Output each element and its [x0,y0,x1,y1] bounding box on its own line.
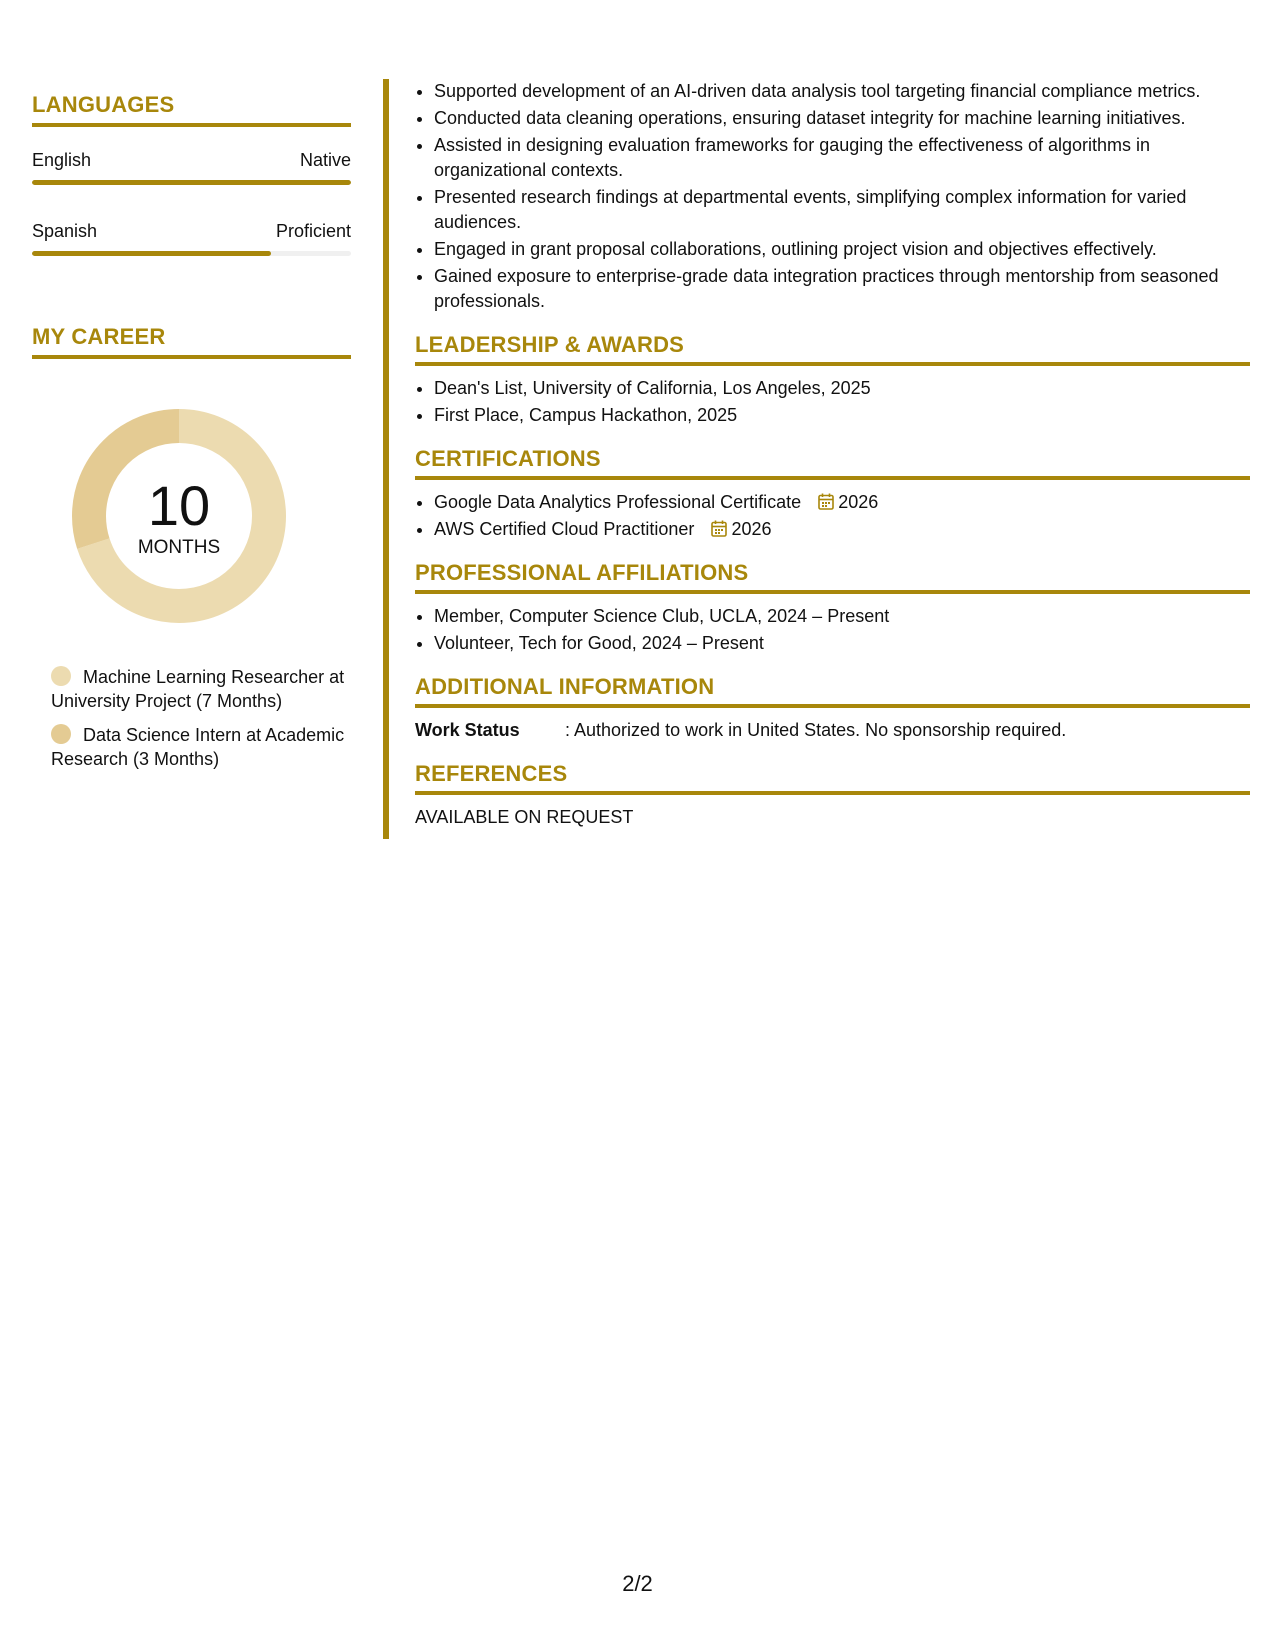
affiliations-heading: PROFESSIONAL AFFILIATIONS [415,560,1250,594]
references-heading: REFERENCES [415,761,1250,795]
main-column [415,79,1250,830]
language-item-english [32,149,351,185]
legend-label: Machine Learning Researcher at University Project (7 Months) [51,667,345,711]
language-name: Spanish [32,221,98,241]
career-total-unit: MONTHS [137,537,221,558]
languages-heading: LANGUAGES [32,92,351,127]
affiliations-list [415,604,1250,656]
additional-info-heading: ADDITIONAL INFORMATION [415,674,1250,708]
leadership-list [415,376,1250,428]
career-total-number: 10 [147,474,211,537]
language-level: Proficient [275,221,351,241]
language-name: English [32,150,92,170]
experience-bullets [415,79,1250,314]
calendar-icon [711,520,727,537]
page-number: 2/2 [622,1571,653,1596]
language-proficiency-fill [32,180,351,185]
calendar-icon [818,493,834,510]
legend-item [51,665,351,713]
leadership-heading: LEADERSHIP & AWARDS [415,332,1250,366]
list-item: • Gained exposure to enterprise-grade data integration practices through mentorship from seasoned professionals. [434,264,1250,314]
work-status-value: : Authorized to work in United States. No sponsorship required. [565,720,1067,740]
legend-label: Data Science Intern at Academic Research (3 Months) [51,725,345,769]
language-proficiency-bar [32,180,351,185]
certification-year: 2026 [731,519,772,539]
references-text: AVAILABLE ON REQUEST [415,807,634,827]
career-section [32,324,351,771]
sidebar [32,92,351,781]
list-item: • Assisted in designing evaluation frameworks for gauging the effectiveness of algorithms in organizational contexts. [434,133,1250,183]
work-status-row [415,718,1250,743]
career-donut-chart [66,403,292,629]
certifications-heading: CERTIFICATIONS [415,446,1250,480]
language-list [32,149,351,256]
certifications-list [415,490,1250,542]
donut-center [66,403,292,629]
certification-name: Google Data Analytics Professional Certificate [434,492,802,512]
certification-year: 2026 [838,492,879,512]
legend-item [51,723,351,771]
list-item [434,490,1250,515]
list-item: • Member, Computer Science Club, UCLA, 2024 – Present [434,604,1250,629]
list-item: • Dean's List, University of California, Los Angeles, 2025 [434,376,1250,401]
list-item: • Volunteer, Tech for Good, 2024 – Present [434,631,1250,656]
language-proficiency-fill [32,251,271,256]
list-item: • Engaged in grant proposal collaborations, outlining project vision and objectives effectively. [434,237,1250,262]
column-divider [383,79,389,839]
legend-dot-icon [51,724,71,744]
career-legend [51,665,351,771]
list-item: • Presented research findings at departmental events, simplifying complex information for varied audiences. [434,185,1250,235]
list-item [434,517,1250,542]
legend-dot-icon [51,666,71,686]
career-heading: MY CAREER [32,324,351,359]
list-item: • Supported development of an AI-driven data analysis tool targeting financial compliance metrics. [434,79,1250,104]
certification-name: AWS Certified Cloud Practitioner [434,519,695,539]
list-item: • Conducted data cleaning operations, ensuring dataset integrity for machine learning initiatives. [434,106,1250,131]
work-status-key: Work Status [415,720,520,740]
language-proficiency-bar [32,251,351,256]
language-item-spanish [32,220,351,256]
list-item: • First Place, Campus Hackathon, 2025 [434,403,1250,428]
language-level: Native [299,150,351,170]
